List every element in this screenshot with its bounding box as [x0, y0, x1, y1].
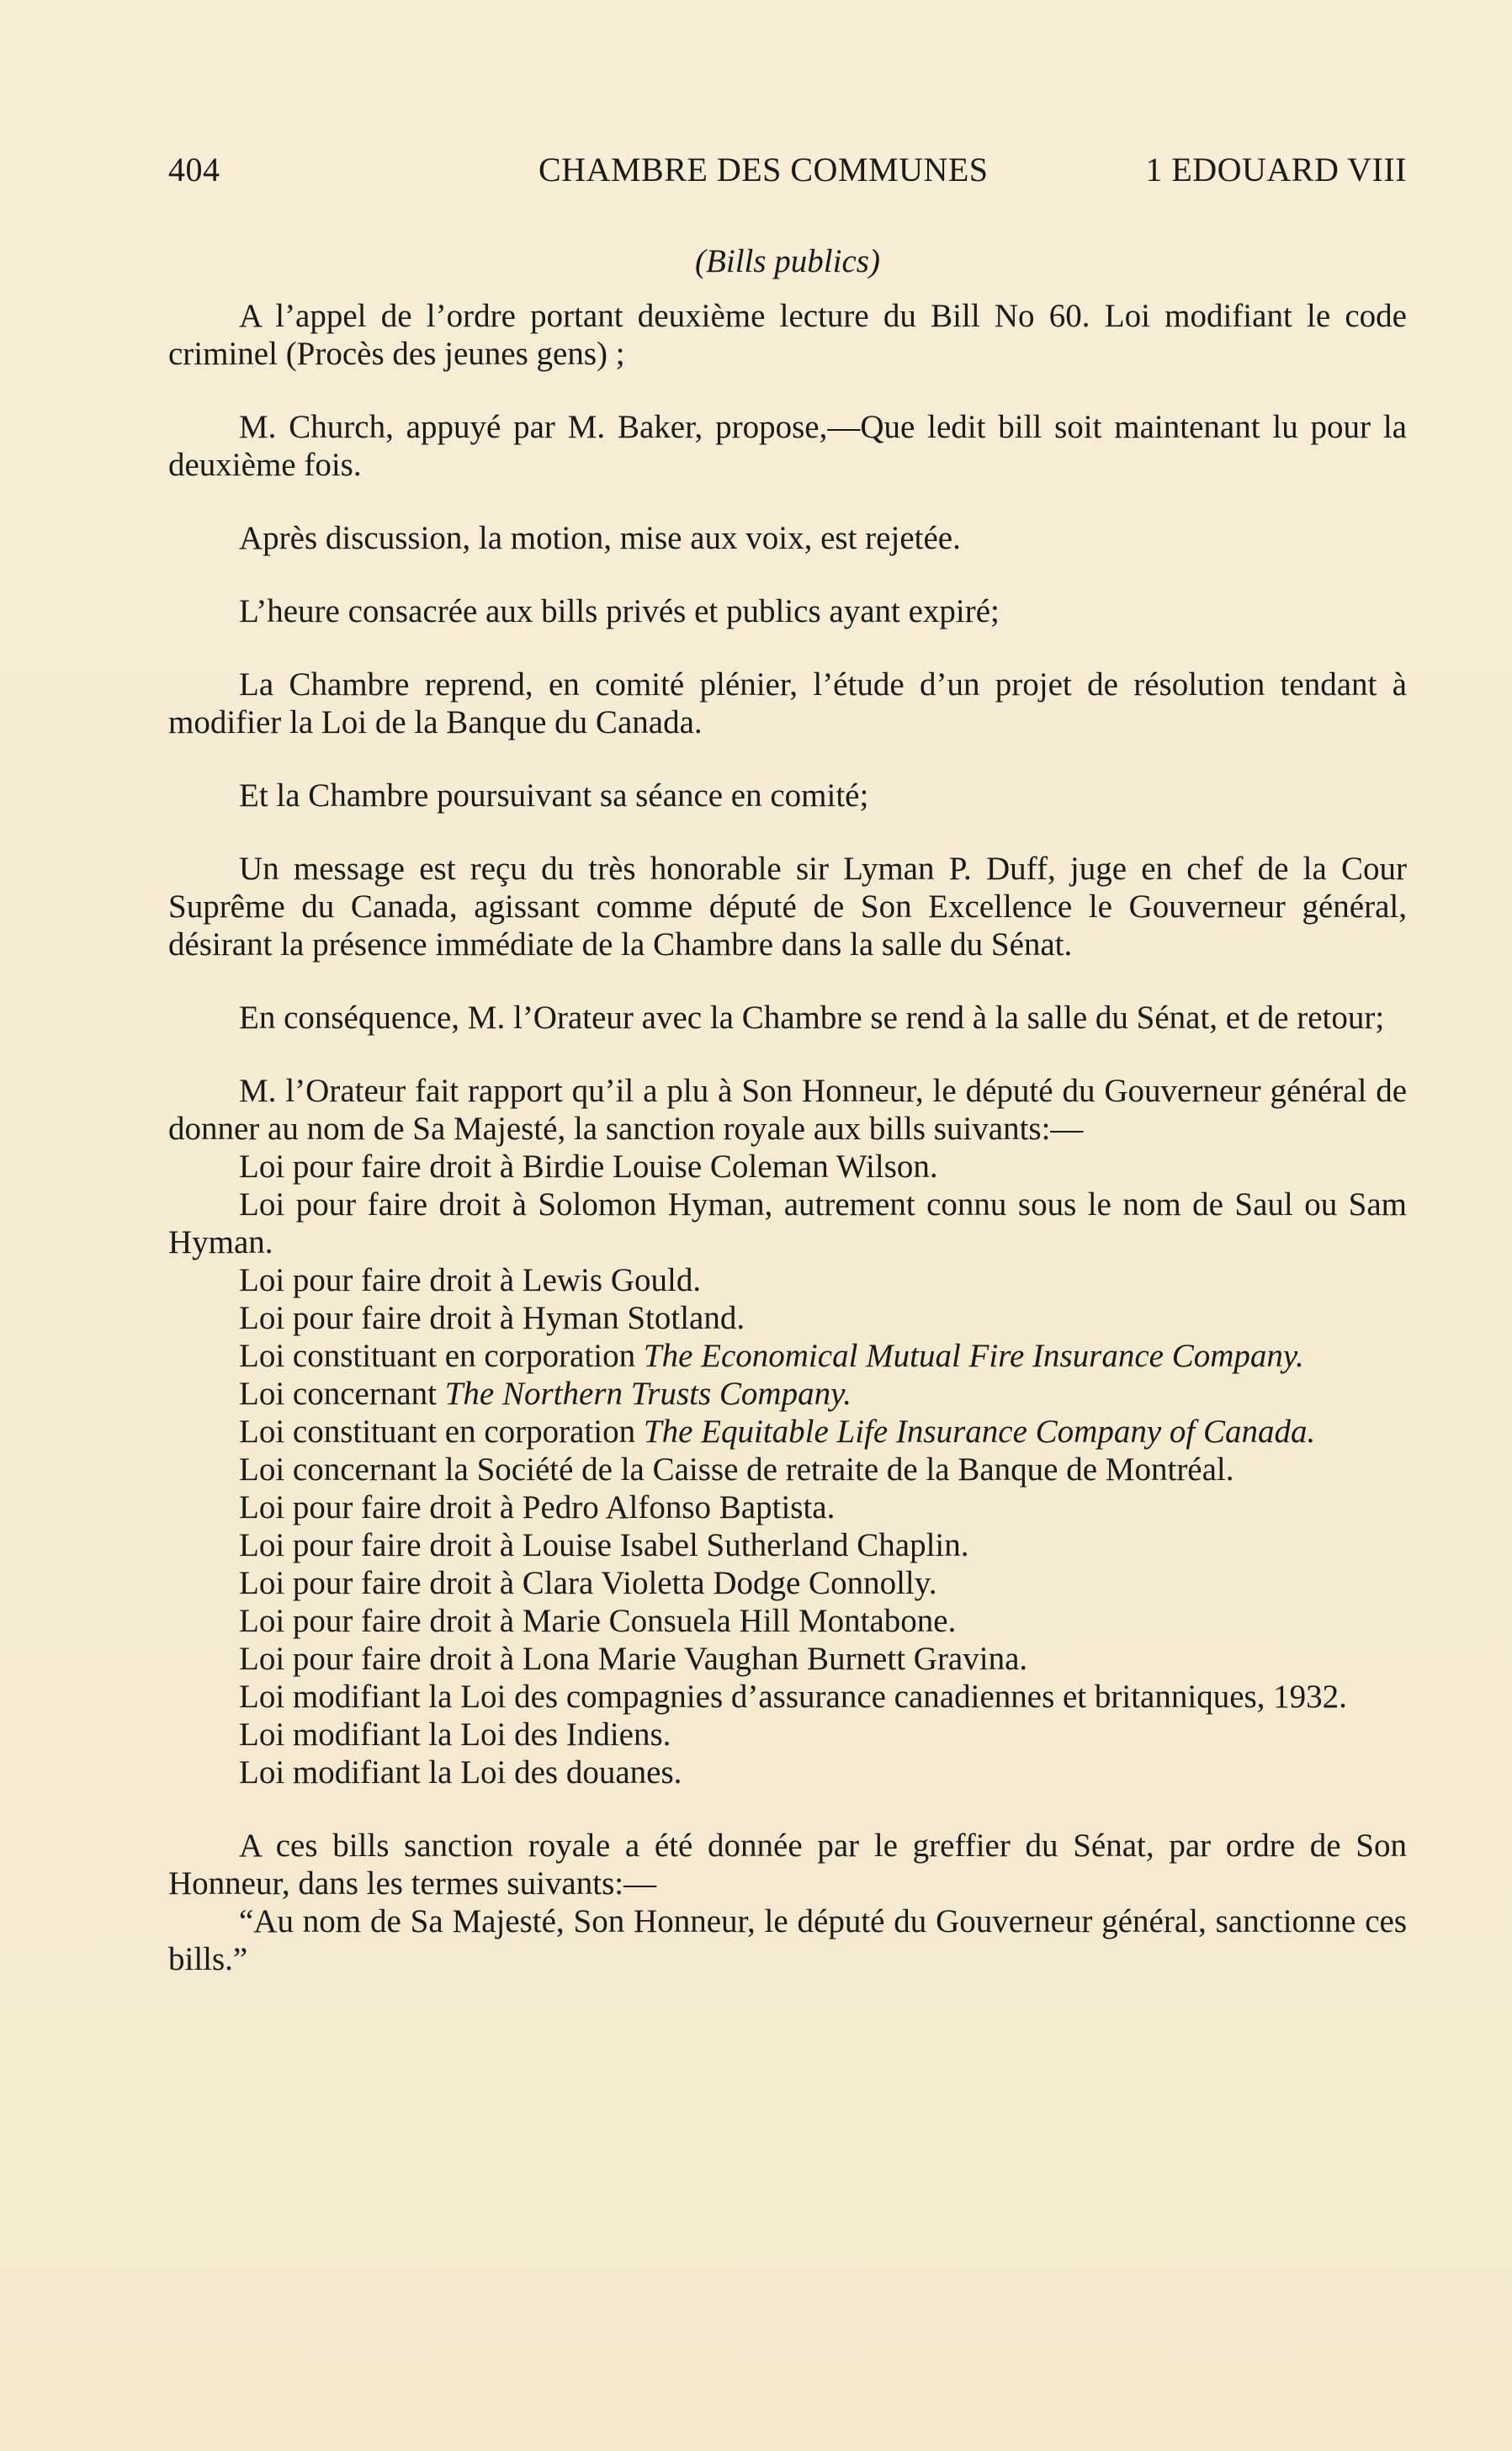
paragraph-committee-continues: Et la Chambre poursuivant sa séance en comité;: [239, 777, 869, 814]
page-number: 404: [168, 151, 220, 188]
running-title: CHAMBRE DES COMMUNES: [538, 151, 989, 188]
paragraph-committee: La Chambre reprend, en comité plénier, l’étude d’un projet de résolution tendant à modifier la Loi de la Banque du Canada.: [168, 666, 1407, 740]
bill-item: [168, 1299, 1407, 1337]
paragraph-motion: M. Church, appuyé par M. Baker, propose,—Que ledit bill soit maintenant lu pour la deuxième fois.: [168, 409, 1407, 483]
paragraph-motion-rejected: Après discussion, la motion, mise aux voix, est rejetée.: [239, 520, 961, 556]
bill-item: [168, 1375, 1407, 1413]
bill-item: [168, 1753, 1407, 1791]
paragraph-closing: A ces bills sanction royale a été donnée par le greffier du Sénat, par ordre de Son Honneur, dans les termes suivants:—: [168, 1828, 1407, 1902]
paragraph-message: Un message est reçu du très honorable sir Lyman P. Duff, juge en chef de la Cour Suprême du Canada, agissant comme député de Son Excellence le Gouverneur général, désirant la présence immédiate de la Chambre dans la salle du Sénat.: [168, 851, 1407, 963]
session-label: 1 EDOUARD VIII: [1145, 151, 1407, 188]
bill-text: Loi pour faire droit à Lewis Gould.: [239, 1262, 702, 1298]
bill-item: [168, 1413, 1407, 1451]
bill-text: Loi constituant en corporation: [239, 1414, 644, 1450]
bill-text: Loi pour faire droit à Louise Isabel Sutherland Chaplin.: [239, 1527, 969, 1563]
bill-item: [168, 1186, 1407, 1261]
paragraph-royal-assent-report: M. l’Orateur fait rapport qu’il a plu à Son Honneur, le député du Gouverneur général de donner au nom de Sa Majesté, la sanction royale aux bills suivants:—: [168, 1073, 1407, 1147]
bill-text: Loi pour faire droit à Birdie Louise Coleman Wilson.: [239, 1149, 938, 1185]
bill-item: [168, 1602, 1407, 1640]
bill-list: [168, 1148, 1407, 1791]
bill-item: [168, 1678, 1407, 1716]
section-heading: (Bills publics): [695, 243, 880, 279]
assent-quote: “Au nom de Sa Majesté, Son Honneur, le député du Gouverneur général, sanctionne ces bills.”: [168, 1903, 1407, 1977]
bill-text: Loi pour faire droit à Lona Marie Vaughan Burnett Gravina.: [239, 1641, 1028, 1677]
bill-text: Loi concernant: [239, 1376, 445, 1412]
paragraph-bill-60: A l’appel de l’ordre portant deuxième lecture du Bill No 60. Loi modifiant le code criminel (Procès des jeunes gens) ;: [168, 298, 1407, 372]
bill-company-name: The Equitable Life Insurance Company of Canada.: [643, 1414, 1316, 1450]
bill-text: Loi pour faire droit à Marie Consuela Hill Montabone.: [239, 1603, 957, 1639]
bill-text: Loi pour faire droit à Solomon Hyman, autrement connu sous le nom de Saul ou Sam Hyman.: [168, 1186, 1407, 1260]
bill-text: Loi pour faire droit à Pedro Alfonso Baptista.: [239, 1489, 836, 1525]
bill-company-name: The Northern Trusts Company.: [444, 1376, 851, 1412]
page-body: [168, 242, 1407, 1978]
paragraph-consequence: En conséquence, M. l’Orateur avec la Chambre se rend à la salle du Sénat, et de retour;: [239, 1000, 1385, 1036]
bill-item: [168, 1526, 1407, 1564]
bill-text: Loi concernant la Société de la Caisse de retraite de la Banque de Montréal.: [239, 1451, 1234, 1488]
bill-item: [168, 1451, 1407, 1488]
bill-item: [168, 1261, 1407, 1299]
bill-item: [168, 1640, 1407, 1678]
bill-text: Loi modifiant la Loi des Indiens.: [239, 1716, 671, 1753]
bill-text: Loi pour faire droit à Hyman Stotland.: [239, 1300, 745, 1336]
bill-text: Loi pour faire droit à Clara Violetta Dodge Connolly.: [239, 1565, 937, 1601]
paragraph-time-expired: L’heure consacrée aux bills privés et publics ayant expiré;: [239, 593, 1000, 629]
bill-item: [168, 1716, 1407, 1753]
bill-company-name: The Economical Mutual Fire Insurance Company.: [643, 1338, 1304, 1374]
page-header: [168, 150, 1407, 197]
bill-text: Loi modifiant la Loi des douanes.: [239, 1754, 682, 1791]
bill-text: Loi constituant en corporation: [239, 1338, 644, 1374]
bill-item: [168, 1564, 1407, 1602]
bill-item: [168, 1488, 1407, 1526]
bill-item: [168, 1148, 1407, 1186]
bill-text: Loi modifiant la Loi des compagnies d’assurance canadiennes et britanniques, 1932.: [239, 1679, 1347, 1715]
bill-item: [168, 1337, 1407, 1375]
